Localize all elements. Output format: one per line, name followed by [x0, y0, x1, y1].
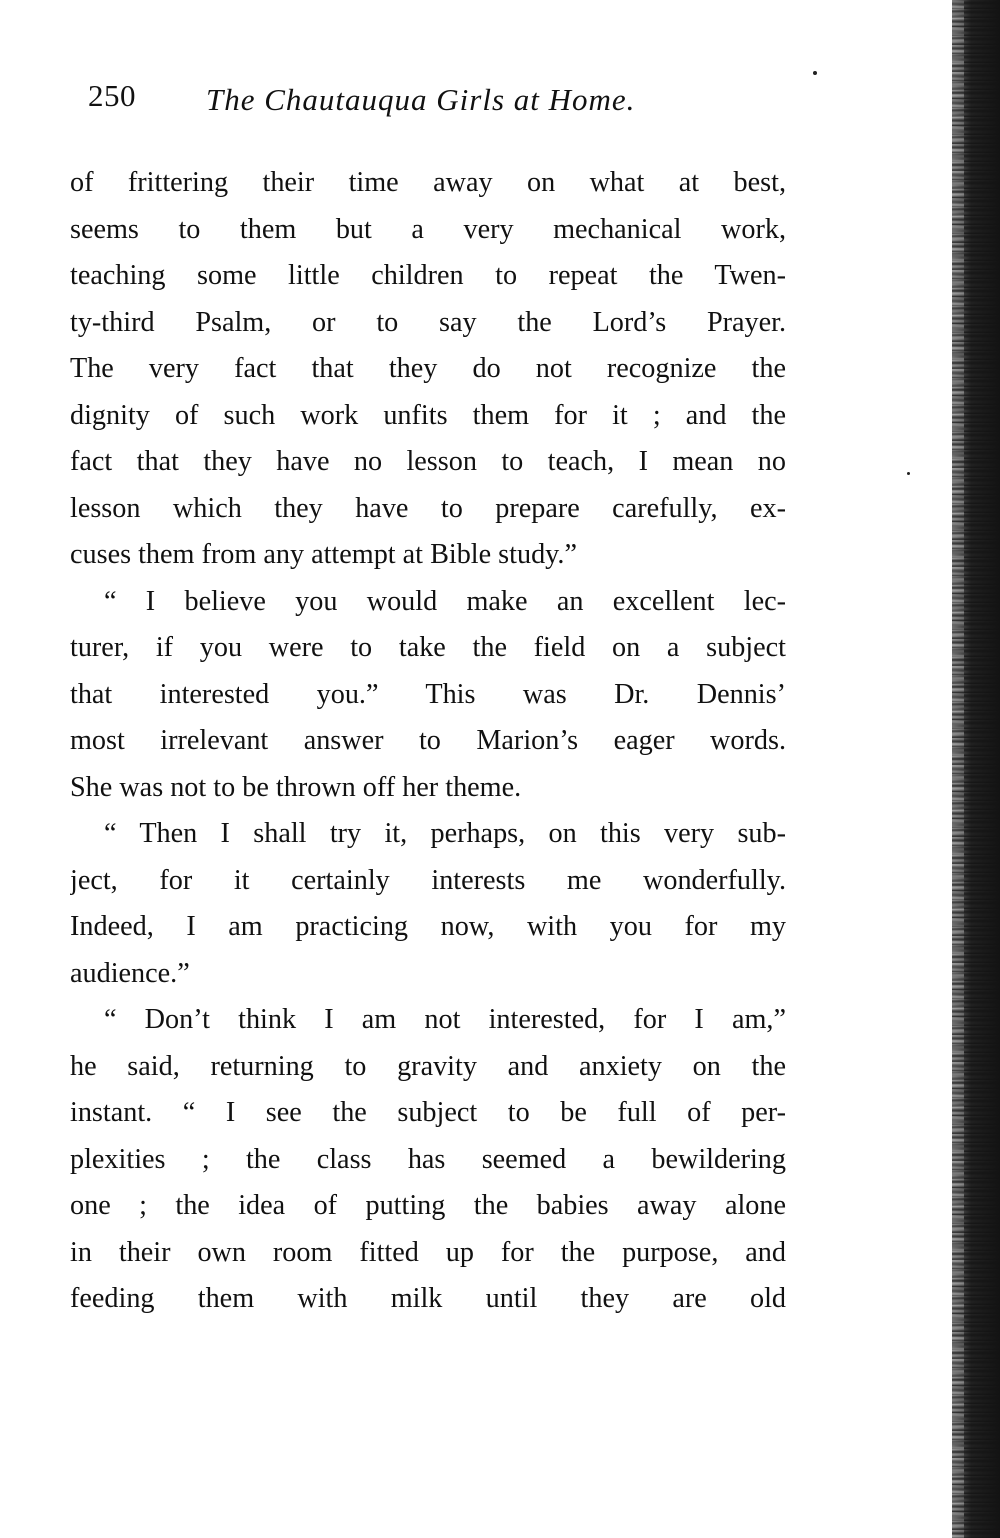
- text-line: most irrelevant answer to Marion’s eager words.: [70, 725, 786, 756]
- text-line: “ Then I shall try it, perhaps, on this very sub-: [104, 818, 786, 849]
- text-line: that interested you.” This was Dr. Dennis’: [70, 678, 786, 710]
- text-line: plexities ; the class has seemed a bewildering: [70, 1143, 786, 1175]
- text-line: turer, if you were to take the field on a subject: [70, 632, 786, 663]
- text-line: he said, returning to gravity and anxiety on the: [70, 1050, 786, 1082]
- text-line: in their own room fitted up for the purpose, and: [70, 1236, 786, 1268]
- text-line: ty-third Psalm, or to say the Lord’s Prayer.: [70, 306, 786, 338]
- page-number: 250: [88, 78, 136, 113]
- text-line: lesson which they have to prepare carefully, ex-: [70, 492, 786, 524]
- running-head: The Chautauqua Girls at Home.: [206, 82, 636, 117]
- text-line: audience.”: [70, 957, 190, 989]
- text-line: “ Don’t think I am not interested, for I am,”: [104, 1004, 786, 1035]
- text-line: “ I believe you would make an excellent lec-: [104, 585, 786, 617]
- text-line: fact that they have no lesson to teach, I mean no: [70, 446, 786, 477]
- text-line: one ; the idea of putting the babies away alone: [70, 1190, 786, 1221]
- text-line: instant. “ I see the subject to be full of per-: [70, 1097, 786, 1128]
- text-line: seems to them but a very mechanical work,: [70, 213, 786, 245]
- text-line: The very fact that they do not recognize the: [70, 353, 786, 384]
- text-line: Indeed, I am practicing now, with you for my: [70, 911, 786, 942]
- text-line: She was not to be thrown off her theme.: [70, 771, 522, 803]
- text-line: of frittering their time away on what at best,: [70, 167, 786, 198]
- text-line: ject, for it certainly interests me wonderfully.: [70, 864, 786, 896]
- text-line: dignity of such work unfits them for it ; and the: [70, 399, 786, 431]
- ink-speck: [907, 472, 910, 475]
- ink-speck: [813, 71, 817, 75]
- page-header: [88, 78, 848, 128]
- page-edge-speckle: [946, 0, 964, 1538]
- body-text: [70, 160, 786, 1323]
- text-line: feeding them with milk until they are old: [70, 1283, 786, 1314]
- text-line: cuses them from any attempt at Bible study.”: [70, 539, 577, 570]
- text-line: teaching some little children to repeat the Twen-: [70, 260, 786, 291]
